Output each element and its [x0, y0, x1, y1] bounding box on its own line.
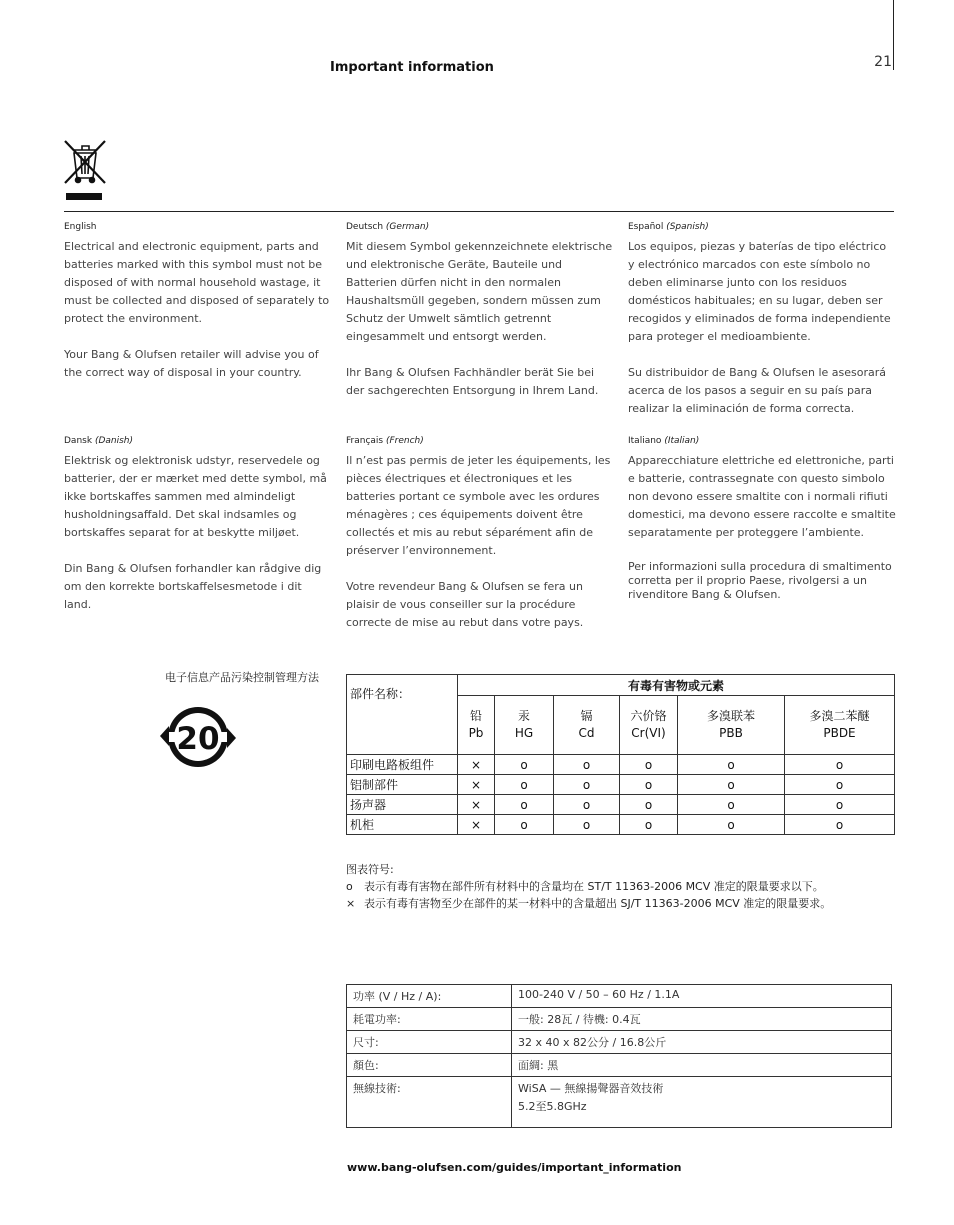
language-label: Español (Spanish): [628, 222, 709, 232]
table-row: 顏色: 面綢: 黑: [347, 1054, 892, 1077]
disposal-block-german: [346, 221, 614, 400]
disposal-paragraph: Apparecchiature elettriche ed elettroniche, parti e batterie, contrassegnate con questo simbolo non devono essere smaltite con i normali rifiuti domestici, ma devono essere raccolte e smaltite separatamente per proteggere l’ambiente.: [628, 454, 896, 539]
legend-title: 图表符号:: [346, 863, 394, 876]
element-header: 汞 HG: [495, 696, 554, 755]
language-label: Français (French): [346, 436, 424, 446]
language-label: Italiano (Italian): [628, 436, 700, 446]
disposal-block-english: [64, 221, 332, 382]
disposal-paragraph: Your Bang & Olufsen retailer will advise you of the correct way of disposal in your country.: [64, 348, 319, 379]
epup-20-year-recycle-icon: [160, 704, 236, 770]
crossed-out-wheelie-bin-icon: [62, 138, 108, 202]
disposal-paragraph: Su distribuidor de Bang & Olufsen le asesorará acerca de los pasos a seguir en su país para realizar la eliminación de forma correcta.: [628, 366, 886, 415]
rohs-logo-number: 20: [176, 721, 220, 757]
page-edge-rule: [893, 0, 894, 70]
element-header: 铅 Pb: [458, 696, 495, 755]
page-number: 21: [874, 54, 892, 70]
footer-url: www.bang-olufsen.com/guides/important_information: [347, 1161, 682, 1174]
disposal-paragraph: Din Bang & Olufsen forhandler kan rådgive dig om den korrekte bortskaffelsesmetode i dit land.: [64, 562, 322, 611]
language-label: Deutsch (German): [346, 222, 430, 232]
table-row: 扬声器 × o o o o o: [347, 795, 895, 815]
table-row: 铝制部件 × o o o o o: [347, 775, 895, 795]
element-header: 六价铬 Cr(VI): [620, 696, 678, 755]
language-label: Dansk (Danish): [64, 436, 134, 446]
table-legend: [346, 861, 831, 912]
disposal-paragraph: Votre revendeur Bang & Olufsen se fera un plaisir de vous conseiller sur la procédure correcte de mise au rebut dans votre pays.: [346, 580, 584, 629]
hazardous-substances-table: [346, 674, 895, 835]
table-row: 耗電功率: 一般: 28瓦 / 待機: 0.4瓦: [347, 1008, 892, 1031]
table-row: 尺寸: 32 x 40 x 82公分 / 16.8公斤: [347, 1031, 892, 1054]
disposal-paragraph: Il n’est pas permis de jeter les équipements, les pièces électriques et électroniques et les batteries portant ce symbole avec les ordures ménagères ; ces équipements doivent être collectés et mis au rebut séparément afin de préserver l’environnement.: [346, 454, 611, 557]
disposal-block-italian: [628, 435, 896, 602]
disposal-paragraph: Los equipos, piezas y baterías de tipo eléctrico y electrónico marcados con este símbolo no deben eliminarse junto con los residuos domésticos habituales; en su lugar, deben ser recogidos y eliminados de forma independiente para proteger el medioambiente.: [628, 240, 891, 343]
disposal-paragraph: Electrical and electronic equipment, parts and batteries marked with this symbol must not be disposed of with normal household wastage, it must be collected and disposed of separately to protect the environment.: [64, 240, 330, 325]
rohs-regulation-label: 电子信息产品污染控制管理方法: [165, 671, 319, 684]
table-row: 机柜 × o o o o o: [347, 815, 895, 835]
specifications-table: [346, 984, 892, 1128]
disposal-paragraph: Per informazioni sulla procedura di smaltimento corretta per il proprio Paese, rivolgersi a un rivenditore Bang & Olufsen.: [628, 560, 892, 601]
disposal-paragraph: Ihr Bang & Olufsen Fachhändler berät Sie bei der sachgerechten Entsorgung in Ihrem Land.: [346, 366, 599, 397]
legend-item: o 表示有毒有害物在部件所有材料中的含量均在 ST/T 11363-2006 MCV 准定的限量要求以下。: [346, 880, 824, 893]
element-header: 多溴二苯醚 PBDE: [785, 696, 895, 755]
legend-item: × 表示有毒有害物至少在部件的某一材料中的含量超出 SJ/T 11363-2006 MCV 准定的限量要求。: [346, 897, 832, 910]
disposal-block-danish: [64, 435, 332, 614]
page-title: Important information: [330, 60, 494, 75]
language-label: English: [64, 222, 97, 232]
substance-group-header: 有毒有害物或元素: [458, 675, 895, 696]
disposal-block-spanish: [628, 221, 896, 418]
element-header: 镉 Cd: [554, 696, 620, 755]
table-row: 無線技術: WiSA — 無線揚聲器音效技術 5.2至5.8GHz: [347, 1077, 892, 1128]
part-name-header: 部件名称：: [347, 675, 458, 755]
disposal-paragraph: Elektrisk og elektronisk udstyr, reservedele og batterier, der er mærket med dette symbol, må ikke bortskaffes sammen med almindeligt husholdningsaffald. Det skal indsamles og bortskaffes separat for at beskytte miljøet.: [64, 454, 327, 539]
disposal-block-french: [346, 435, 614, 632]
table-row: 印刷电路板组件 × o o o o o: [347, 755, 895, 775]
section-divider: [64, 211, 894, 212]
element-header: 多溴联苯 PBB: [678, 696, 785, 755]
disposal-paragraph: Mit diesem Symbol gekennzeichnete elektrische und elektronische Geräte, Bauteile und Batterien dürfen nicht in den normalen Haushaltsmüll gegeben, sondern müssen zum Schutz der Umwelt sämtlich getrennt eingesammelt und entsorgt werden.: [346, 240, 613, 343]
table-row: 功率 (V / Hz / A): 100-240 V / 50 – 60 Hz / 1.1A: [347, 985, 892, 1008]
